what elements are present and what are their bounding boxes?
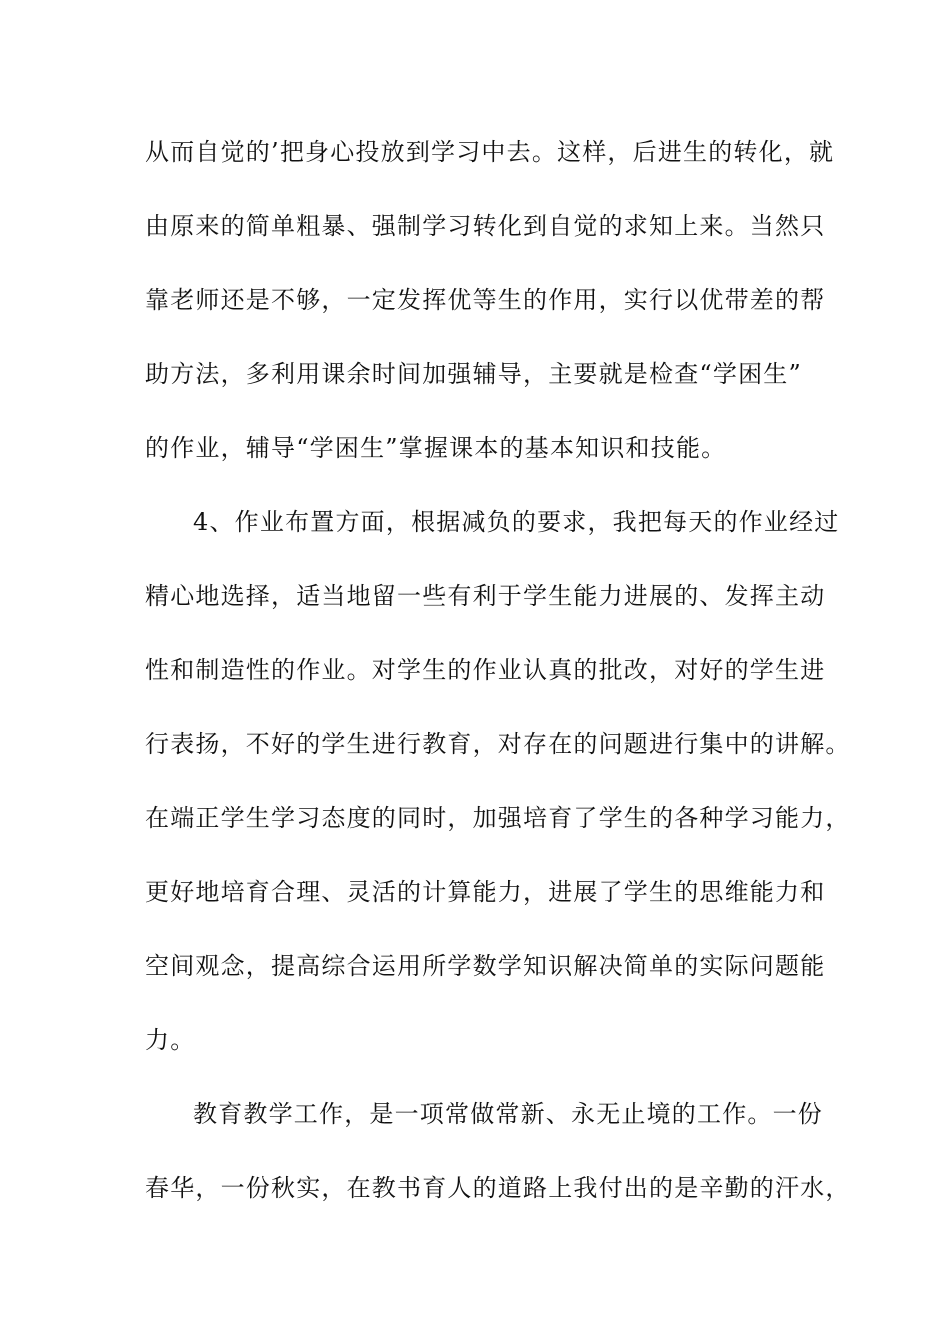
paragraph-line-1: 从而自觉的’把身心投放到学习中去。这样，后进生的转化，就 <box>145 138 835 166</box>
paragraph-line-2: 由原来的简单粗暴、强制学习转化到自觉的求知上来。当然只 <box>145 212 826 240</box>
paragraph-line-3: 靠老师还是不够，一定发挥优等生的作用，实行以优带差的帮 <box>145 286 826 314</box>
paragraph-line-8: 性和制造性的作业。对学生的作业认真的批改，对好的学生进 <box>145 656 826 684</box>
paragraph-line-10: 在端正学生学习态度的同时，加强培育了学生的各种学习能力， <box>145 804 851 832</box>
paragraph-line-11: 更好地培育合理、灵活的计算能力，进展了学生的思维能力和 <box>145 878 826 906</box>
paragraph-line-14: 教育教学工作，是一项常做常新、永无止境的工作。一份 <box>193 1100 823 1128</box>
paragraph-line-13: 力。 <box>145 1026 196 1054</box>
paragraph-line-7: 精心地选择，适当地留一些有利于学生能力进展的、发挥主动 <box>145 582 826 610</box>
paragraph-line-6: 4、作业布置方面，根据减负的要求，我把每天的作业经过 <box>193 508 840 536</box>
paragraph-line-4: 助方法，多利用课余时间加强辅导，主要就是检查“学困生” <box>145 360 802 388</box>
paragraph-line-12: 空间观念，提高综合运用所学数学知识解决简单的实际问题能 <box>145 952 826 980</box>
paragraph-line-15: 春华，一份秋实，在教书育人的道路上我付出的是辛勤的汗水， <box>145 1174 851 1202</box>
paragraph-line-9: 行表扬，不好的学生进行教育，对存在的问题进行集中的讲解。 <box>145 730 851 758</box>
paragraph-line-5: 的作业，辅导“学困生”掌握课本的基本知识和技能。 <box>145 434 727 462</box>
